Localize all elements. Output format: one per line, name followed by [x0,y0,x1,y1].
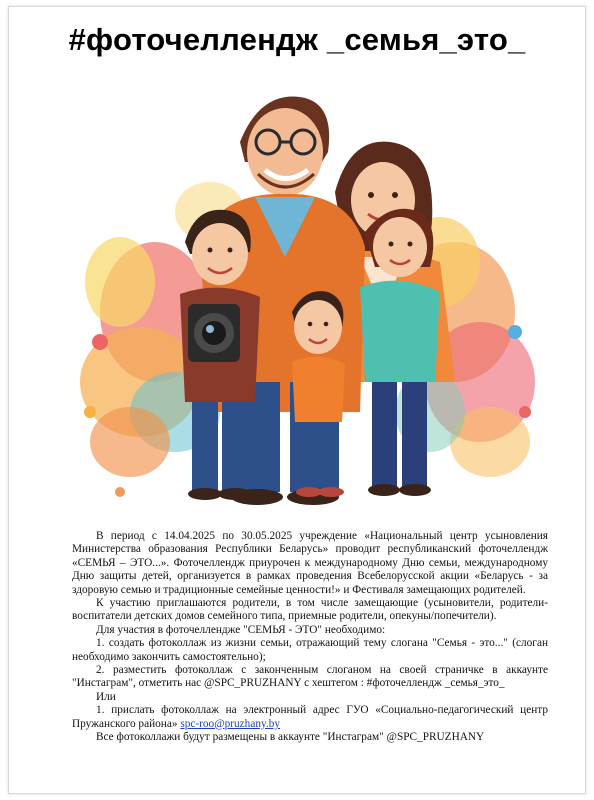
email-option-text: 1. прислать фотоколлаж на электронный адрес ГУО «Социально-педагогический центр Пружанского района» [72,704,548,730]
paragraph-intro: В период с 14.04.2025 по 30.05.2025 учреждение «Национальный центр усыновления Министерства образования Республики Беларусь» проводит республиканский фоточеллендж «СЕМЬЯ – ЭТО...». Фоточеллендж приурочен к международному Дню семьи, международному Дню защиты детей, организуется в рамках проведения Всебелорусской акции «Беларусь - за здоровую семью и традиционные семейные ценности!» и Фестиваля замещающих родителей. [72,530,548,596]
page-title: #фоточеллендж _семья_это_ [68,22,526,57]
paragraph-or: Или [96,690,116,703]
girl-figure [360,209,440,496]
paragraph-participants: К участию приглашаются родители, в том числе замещающие (усыновители, родители-воспитатели детских домов семейного типа, приемные родители, опекуны/попечители). [72,597,548,623]
paragraph-step-2: 2. разместить фотоколлаж с законченным слоганом на своей страничке в аккаунте "Инстаграм", отметить нас @SPC_PRUZHANY с хештегом : #фоточеллендж _семья_это_ [72,664,548,690]
paragraph-requirements-heading: Для участия в фоточеллендже "СЕМЬЯ - ЭТО" необходимо: [96,623,386,636]
family-illustration [60,82,550,522]
paragraph-closing: Все фотоколлажи будут размещены в аккаунте "Инстаграм" @SPC_PRUZHANY [96,731,485,744]
paragraph-step-1: 1. создать фотоколлаж из жизни семьи, отражающий тему слогана "Семья - это..." (слоган необходимо закончить самостоятельно); [72,637,548,663]
announcement-text [72,530,548,745]
email-link[interactable]: spc-roo@pruzhany.by [180,717,281,730]
paragraph-email-option [72,704,548,731]
